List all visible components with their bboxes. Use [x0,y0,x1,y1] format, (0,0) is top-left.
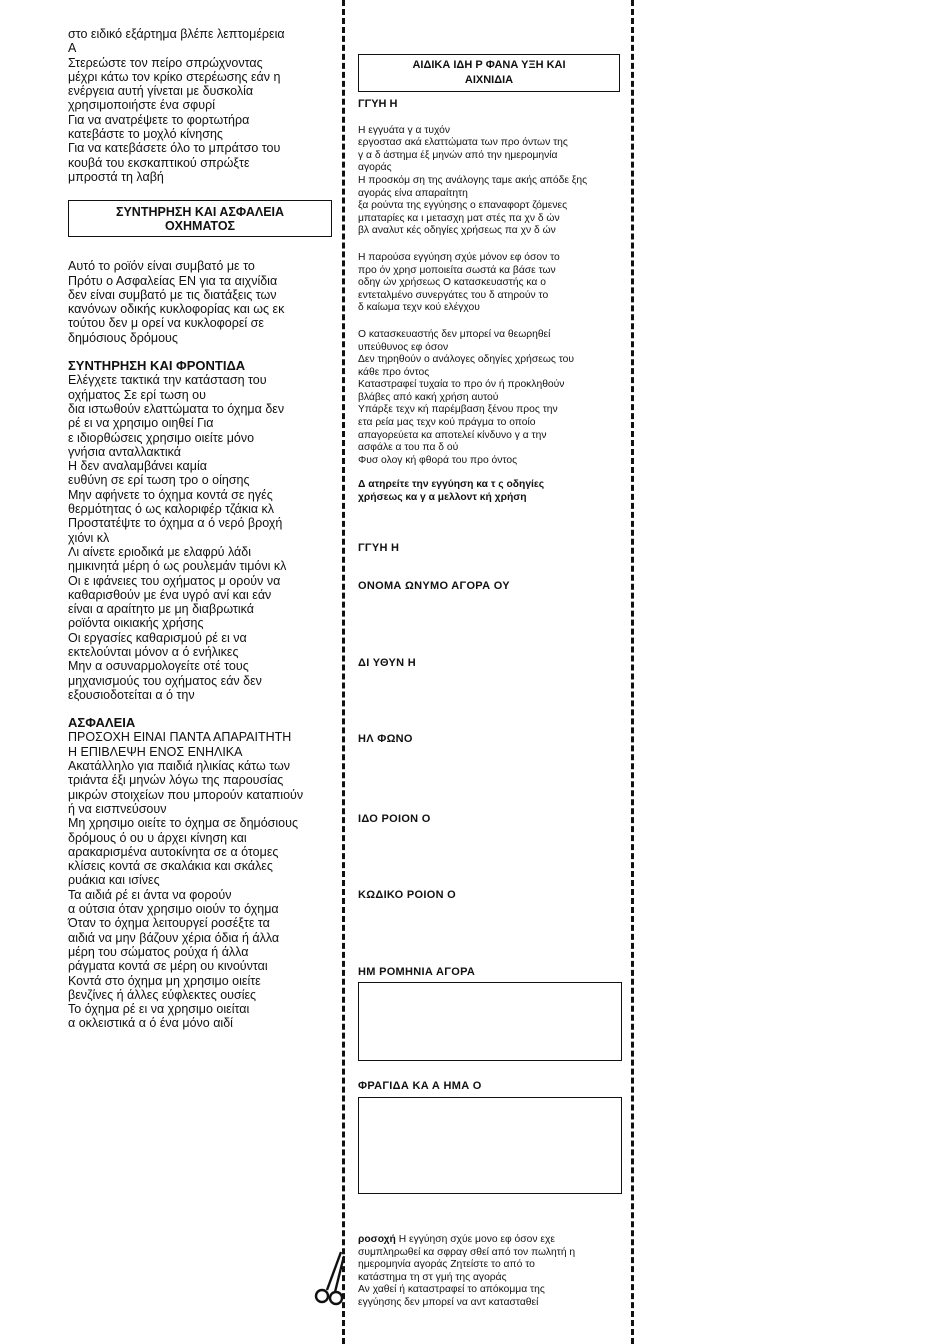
text-line: οδηγ ών χρήσεως Ο κατασκευαστής κα ο [358,277,546,289]
text-line: εργοστασ ακά ελαττώματα των προ όντων της [358,137,568,149]
product-code-label: ΚΩΔΙΚΟ ΡΟΙΟΝ Ο [358,889,457,901]
text-line: χρησιμοποιήστε ένα σφυρί [68,98,215,113]
text-line: Το όχημα ρέ ει να χρησιμο οιείται [68,1002,250,1017]
purchase-date-label: ΗΜ ΡΟΜΗΝΙΑ ΑΓΟΡΑ [358,966,476,978]
text-line: δρόμους ό ου υ άρχει κίνηση και [68,830,247,845]
text-line: Αυτό το ροϊόν είναι συμβατό με το [68,259,255,274]
text-line: Προστατέψτε το όχημα α ό νερό βροχή [68,516,283,531]
text-line: Οι εργασίες καθαρισμού ρέ ει να [68,630,247,645]
safety-warning [68,730,332,759]
coupon-footer-note [358,1234,624,1310]
text-line: γνήσια ανταλλακτικά [68,444,181,459]
text-line: αγοράς είνα απαραίτητη [358,187,468,199]
text-line: αιδιά να μην βάζουν χέρια όδια ή άλλα [68,930,280,945]
text-line: Μην α οσυναρμολογείτε οτέ τους [68,659,249,674]
store-stamp-label: ΦΡΑΓΙΔΑ ΚΑ Α ΗΜΑ Ο [358,1080,482,1092]
text-line: Η παρούσα εγγύηση σχύε μόνον εφ όσον το [358,251,560,263]
text-line: Η δεν αναλαμβάνει καμία [68,459,207,474]
safety-heading: ΑΣΦΑΛΕΙΑ [68,715,136,731]
text-line: Αν χαθεί ή καταστραφεί το απόκομμα της [358,1284,545,1296]
text-line: μέρη του σώματος ρούχα ή άλλα [68,944,249,959]
text-line: θερμότητας ό ως καλοριφέρ τζάκια κλ [68,502,275,517]
text-line: Ακατάλληλο για παιδιά ηλικίας κάτω των [68,759,291,774]
text-line: δ καίωμα τεχν κού ελέγχου [358,302,480,314]
text-line: κατάστημα τη στ γμή της αγοράς [358,1271,507,1283]
text-line: στο ειδικό εξάρτημα βλέπε λεπτομέρεια [68,27,285,41]
text-line: ημερομηνία αγοράς Ζητείστε το από το [358,1259,535,1271]
text-line: ετα ρεία μας τεχν κού πράγμα το οποίο [358,417,536,429]
text-line: ροϊόντα οικιακής χρήσης [68,616,204,631]
warranty-coupon [358,0,624,1344]
maintenance-safety-title-box [68,200,332,237]
text-line: εξουσιοδοτείται α ό την [68,687,195,702]
text-line: εκτελούνται μόνον α ό ενήλικες [68,644,239,659]
warranty-heading: ΓΓΥΗ Η [358,98,398,110]
text-line: μικρών στοιχείων που μπορούν καταπιούν [68,787,304,802]
text-line: Καταστραφεί τυχαία το προ όν ή προκληθούν [358,379,565,391]
purchase-date-box[interactable] [358,982,622,1061]
cut-line-right [631,0,634,1344]
text-line: εντεταλμένο συνεργάτες του δ ατηρούν το [358,289,549,301]
text-line: κανόνων οδικής κυκλοφορίας και ως εκ [68,302,285,317]
text-line: ρυάκια και ισίνες [68,873,160,888]
text-line: εγγύησης δεν μπορεί να αντ κατασταθεί [358,1296,539,1308]
product-type-label: ΙΔΟ ΡΟΙΟΝ Ο [358,813,431,825]
text-line: μπροστά τη λαβή [68,169,164,184]
text-line: ε ιδιορθώσεις χρησιμο οιείτε μόνο [68,430,255,445]
text-line: καθαρισθούν με ένα υγρό ανί και εάν [68,587,272,602]
text-line: προ όν χρησ μοποιείτα σωστά κα βάσε των [358,264,556,276]
text-line: Δεν τηρηθούν ο ανάλογες οδηγίες χρήσεως του [358,354,574,366]
text-line: Μη χρησιμο οιείτε το όχημα σε δημόσιους [68,816,298,831]
text-line: δεν είναι συμβατό με τις διατάξεις των [68,287,277,302]
text-line: βενζίνες ή άλλες εύφλεκτες ουσίες [68,987,257,1002]
text-line: Πρότυ ο Ασφαλείας ΕΝ για τα αιχνίδια [68,273,278,288]
text-line: τούτου δεν μ ορεί να κυκλοφορεί σε [68,316,264,331]
text-line: ευθύνη σε ερί τωση τρο ο οίησης [68,473,250,488]
text-line: κλίσεις κοντά σε σκαλάκια και σκάλες [68,859,273,874]
text-line: Οι ε ιφάνειες του οχήματος μ ορούν να [68,573,281,588]
text-line: ξα ρούντα της εγγύησης ο επαναφορτ ζόμενες [358,200,568,212]
text-line: Τα αιδιά ρέ ει άντα να φορούν [68,887,232,902]
maintenance-list [68,373,332,702]
text-line: αγοράς [358,162,392,174]
text-line: οχήματος Σε ερί τωση ου [68,387,206,402]
text-line: χρήσεως κα γ α μελλοντ κή χρήση [358,492,527,504]
text-line: μέχρι κάτω τον κρίκο στερέωσης εάν η [68,69,281,84]
text-line: γ α δ άστημα έξ μηνών από την ημερομηνία [358,149,558,161]
text-line: τριάντα έξι μηνών λόγω της παρουσίας [68,773,284,788]
text-line: Ο κατασκευαστής δεν μπορεί να θεωρηθεί [358,328,551,340]
text-line: Η ΕΠΙΒΛΕΨΗ ΕΝΟΣ ΕΝΗΛΙΚΑ [68,744,243,759]
text-line: Α [68,41,77,56]
text-line: υπεύθυνος εφ όσον [358,341,449,353]
text-line: Για να κατεβάσετε όλο το μπράτσο του [68,141,281,156]
text-line: αρακαρισμένα αυτοκίνητα σε α ότομες [68,844,279,859]
text-line: Η εγγυάτα γ α τυχόν [358,124,451,136]
text-line: ή να εισπνεύσουν [68,801,167,816]
store-stamp-box[interactable] [358,1097,622,1194]
text-line: Δ ατηρείτε την εγγύηση κα τ ς οδηγίες [358,479,545,491]
text-line: Για να ανατρέψετε το φορτωτήρα [68,112,250,127]
text-line: μηχανισμούς του οχήματος εάν δεν [68,673,262,688]
attention-label: ροσοχή [358,1234,396,1245]
text-line: α ούτσια όταν χρησιμο οιούν το όχημα [68,902,279,917]
scissors-icon [311,1250,347,1306]
phone-label: ΗΛ ΦΩΝΟ [358,733,413,745]
text-line: Η προσκόμ ση της ανάλογης ταμε ακής απόδε ξης [358,174,588,186]
text-line: ρέ ει να χρησιμο οιηθεί Για [68,416,214,431]
buyer-name-label: ΟΝΟΜΑ ΩΝΥΜΟ ΑΓΟΡΑ ΟΥ [358,580,510,592]
text-line: ασφάλε α του πα δ ού [358,442,459,454]
text-line: α οκλειστικά α ό ένα μόνο αιδί [68,1016,233,1031]
text-line: δια ιστωθούν ελαττώματα το όχημα δεν [68,401,285,416]
text-line: ράγματα κοντά σε μέρη ου κινούνται [68,959,268,974]
box-title-line: ΣΥΝΤΗΡΗΣΗ ΚΑΙ ΑΣΦΑΛΕΙΑ [115,205,285,220]
safety-list [68,759,332,1031]
text-line: Ελέγχετε τακτικά την κατάσταση του [68,373,267,388]
text-line: κουβά του εκσκαπτικού σπρώξτε [68,155,250,170]
text-line: Μην αφήνετε το όχημα κοντά σε ηγές [68,487,273,502]
text-line: Όταν το όχημα λειτουργεί ροσέξτε τα [68,916,270,931]
cut-line-left [342,0,345,1344]
left-column [68,27,332,1031]
text-line: βλάβες από κακή χρήση αυτού [358,391,499,403]
text-line: μπαταρίες κα ι μετασχη ματ στές πα χν δ ών [358,212,560,224]
text-line: Λι αίνετε εριοδικά με ελαφρύ λάδι [68,544,252,559]
address-label: ΔΙ ΥΘΥΝ Η [358,657,416,669]
text-line [358,1234,624,1247]
compliance-paragraph [68,259,332,345]
text-line: απαγορεύετα κα αποτελεί κίνδυνο γ α την [358,429,547,441]
text-line: συμπληρωθεί κα σφραγ σθεί από τον πωλητή η [358,1246,576,1258]
text-line: ΠΡΟΣΟΧΗ ΕΙΝΑΙ ΠΑΝΤΑ ΑΠΑΡΑΙΤΗΤΗ [68,730,292,745]
text-line: κάθε προ όντος [358,366,430,378]
box-title-line: ΟΧΗΜΑΤΟΣ [164,219,236,234]
text-line: Κοντά στο όχημα μη χρησιμο οιείτε [68,973,261,988]
text-line: κατεβάστε το μοχλό κίνησης [68,127,223,142]
text-line: χιόνι κλ [68,530,110,545]
intro-instructions [68,27,332,184]
text-line: Στερεώστε τον πείρο σπρώχνοντας [68,55,263,70]
text-line: Υπάρξε τεχν κή παρέμβαση ξένου προς την [358,404,558,416]
maintenance-heading: ΣΥΝΤΗΡΗΣΗ ΚΑΙ ΦΡΟΝΤΙΔΑ [68,358,246,374]
text-line: ενέργεια αυτή γίνεται με δυσκολία [68,84,254,99]
text-line: Φυσ ολογ κή φθορά του προ όντος [358,454,518,466]
text-line: είναι α αραίτητο με μη διαβρωτικά [68,602,254,617]
text-line: δημόσιους δρόμους [68,330,178,345]
text-line: ημικινητά μέρη ό ως ρουλεμάν τιμόνι κλ [68,559,287,574]
text-line: βλ αναλυτ κές οδηγίες χρήσεως πα χν δ ών [358,225,556,237]
box-title-line: ΑΙΧΝΙΔΙΑ [464,74,514,86]
attention-text: Η εγγύηση σχύε μονο εφ όσον εχε [395,1234,555,1245]
box-title-line: ΑΙΔΙΚΑ ΙΔΗ Ρ ΦΑΝΑ ΥΞΗ ΚΑΙ [412,59,566,71]
coupon-heading: ΓΓΥΗ Η [358,542,400,554]
